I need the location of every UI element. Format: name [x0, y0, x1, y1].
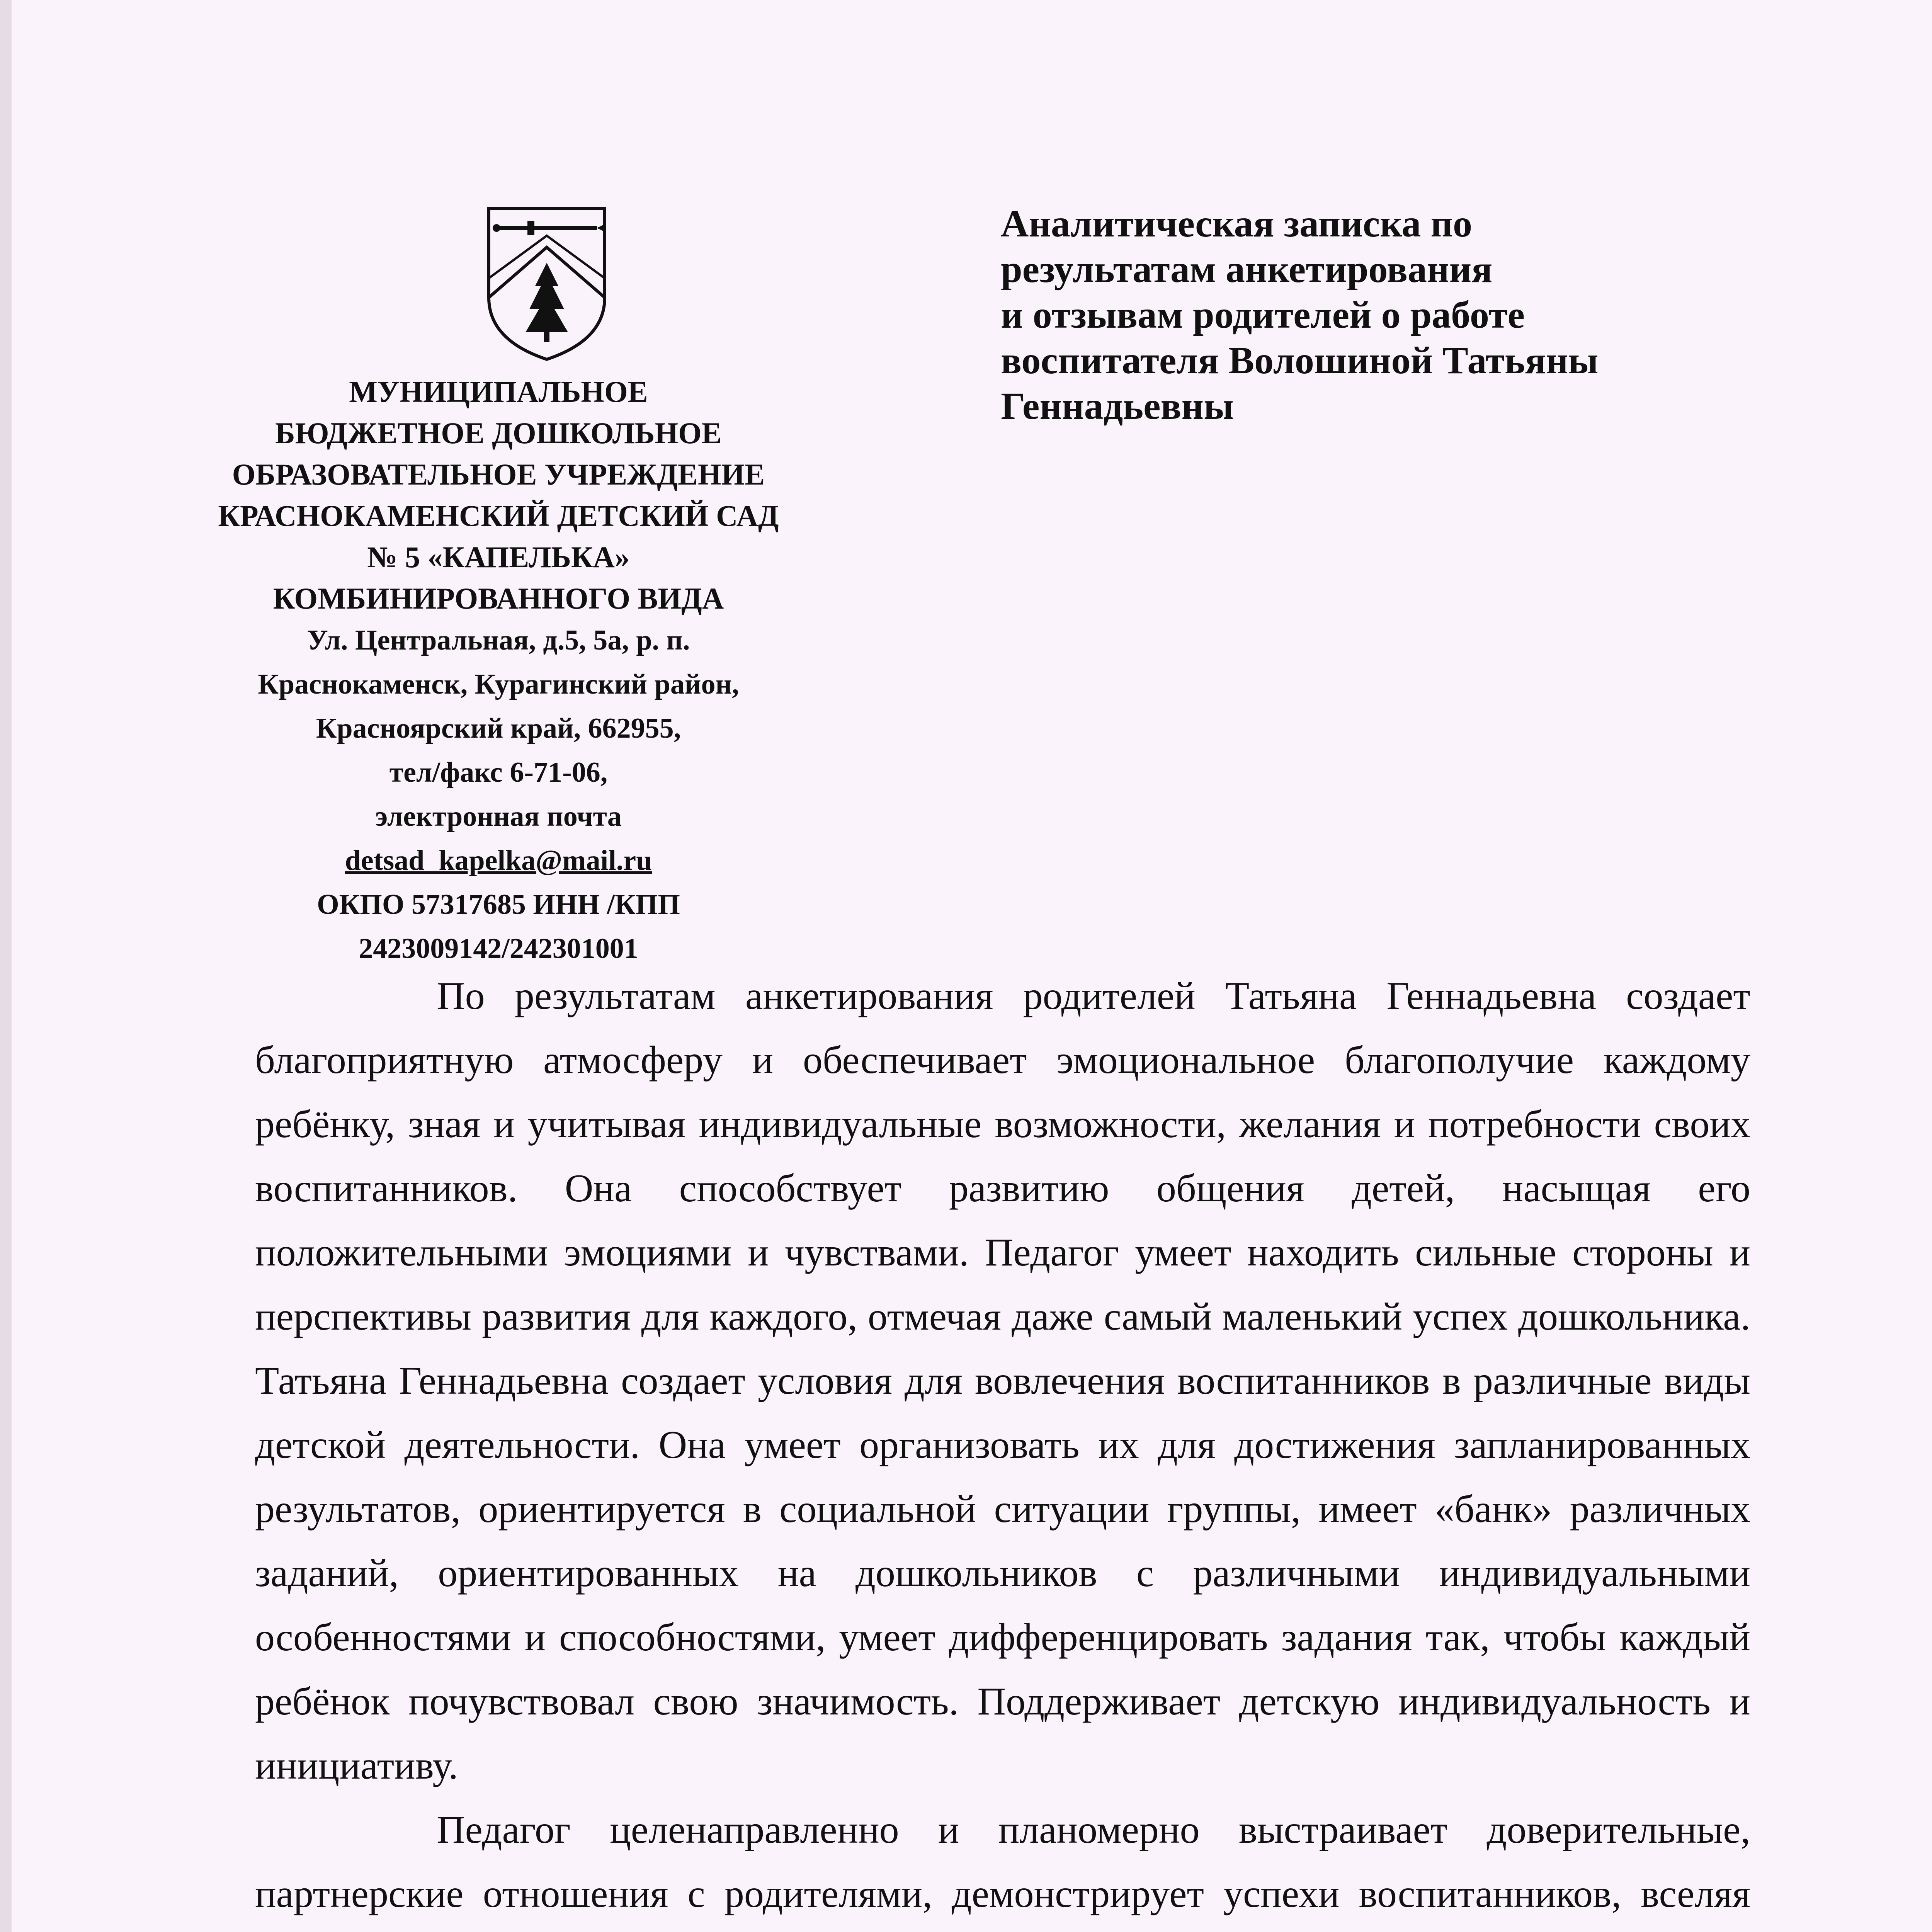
org-line: ОБРАЗОВАТЕЛЬНОЕ УЧРЕЖДЕНИЕ [232, 457, 765, 491]
org-line: БЮДЖЕТНОЕ ДОШКОЛЬНОЕ [275, 416, 722, 450]
organization-name [170, 371, 827, 619]
address-line: электронная почта [375, 801, 622, 832]
org-line: КОМБИНИРОВАННОГО ВИДА [273, 582, 724, 615]
title-line: воспитателя Волошиной Татьяны [1001, 339, 1599, 382]
email-link[interactable]: detsad_kapelka@mail.ru [345, 845, 652, 876]
body-paragraph-1: По результатам анкетирования родителей Татьяна Геннадьевна создает благоприятную атмосферу и обеспечивает эмоциональное благополучие каждому ребёнку, зная и учитывая индивидуальные возможности, желания и потребности своих воспитанников. Она способствует развитию общения детей, насыщая его положительными эмоциями и чувствами. Педагог умеет находить сильные стороны и перспективы развития для каждого, отмечая даже самый маленький успех дошкольника. Татьяна Геннадьевна создает условия для вовлечения воспитанников в различные виды детской деятельности. Она умеет организовать их для достижения запланированных результатов, ориентируется в социальной ситуации группы, имеет «банк» различных заданий, ориентированных на дошкольников с различными индивидуальными особенностями и способностями, умеет дифференцировать задания так, чтобы каждый ребёнок почувствовал свою значимость. Поддерживает детскую индивидуальность и инициативу. [255, 974, 1750, 1787]
scan-edge-left [0, 0, 12, 1932]
org-line: МУНИЦИПАЛЬНОЕ [349, 375, 648, 408]
coat-of-arms-emblem [481, 201, 612, 363]
address-line: Красноярский край, 662955, [316, 713, 681, 744]
org-line: КРАСНОКАМЕНСКИЙ ДЕТСКИЙ САД [218, 499, 779, 532]
title-line: результатам анкетирования [1001, 248, 1493, 291]
body-paragraph-2: Педагог целенаправленно и планомерно выстраивает доверительные, партнерские отношения с родителями, демонстрирует успехи воспитанников, вселяя [255, 1808, 1750, 1916]
document-title [1001, 201, 1774, 429]
title-line: и отзывам родителей о работе [1001, 293, 1525, 336]
org-line: № 5 «КАПЕЛЬКА» [367, 540, 630, 574]
title-line: Аналитическая записка по [1001, 202, 1472, 245]
address-line: Краснокаменск, Курагинский район, [258, 668, 739, 700]
organization-address [170, 618, 827, 971]
address-line: тел/факс 6-71-06, [389, 757, 608, 788]
codes-line: ОКПО 57317685 ИНН /КПП [317, 889, 680, 920]
title-line: Геннадьевны [1001, 384, 1234, 427]
codes-line: 2423009142/242301001 [359, 933, 638, 964]
address-line: Ул. Центральная, д.5, 5а, р. п. [307, 624, 690, 656]
document-body [255, 964, 1750, 1932]
